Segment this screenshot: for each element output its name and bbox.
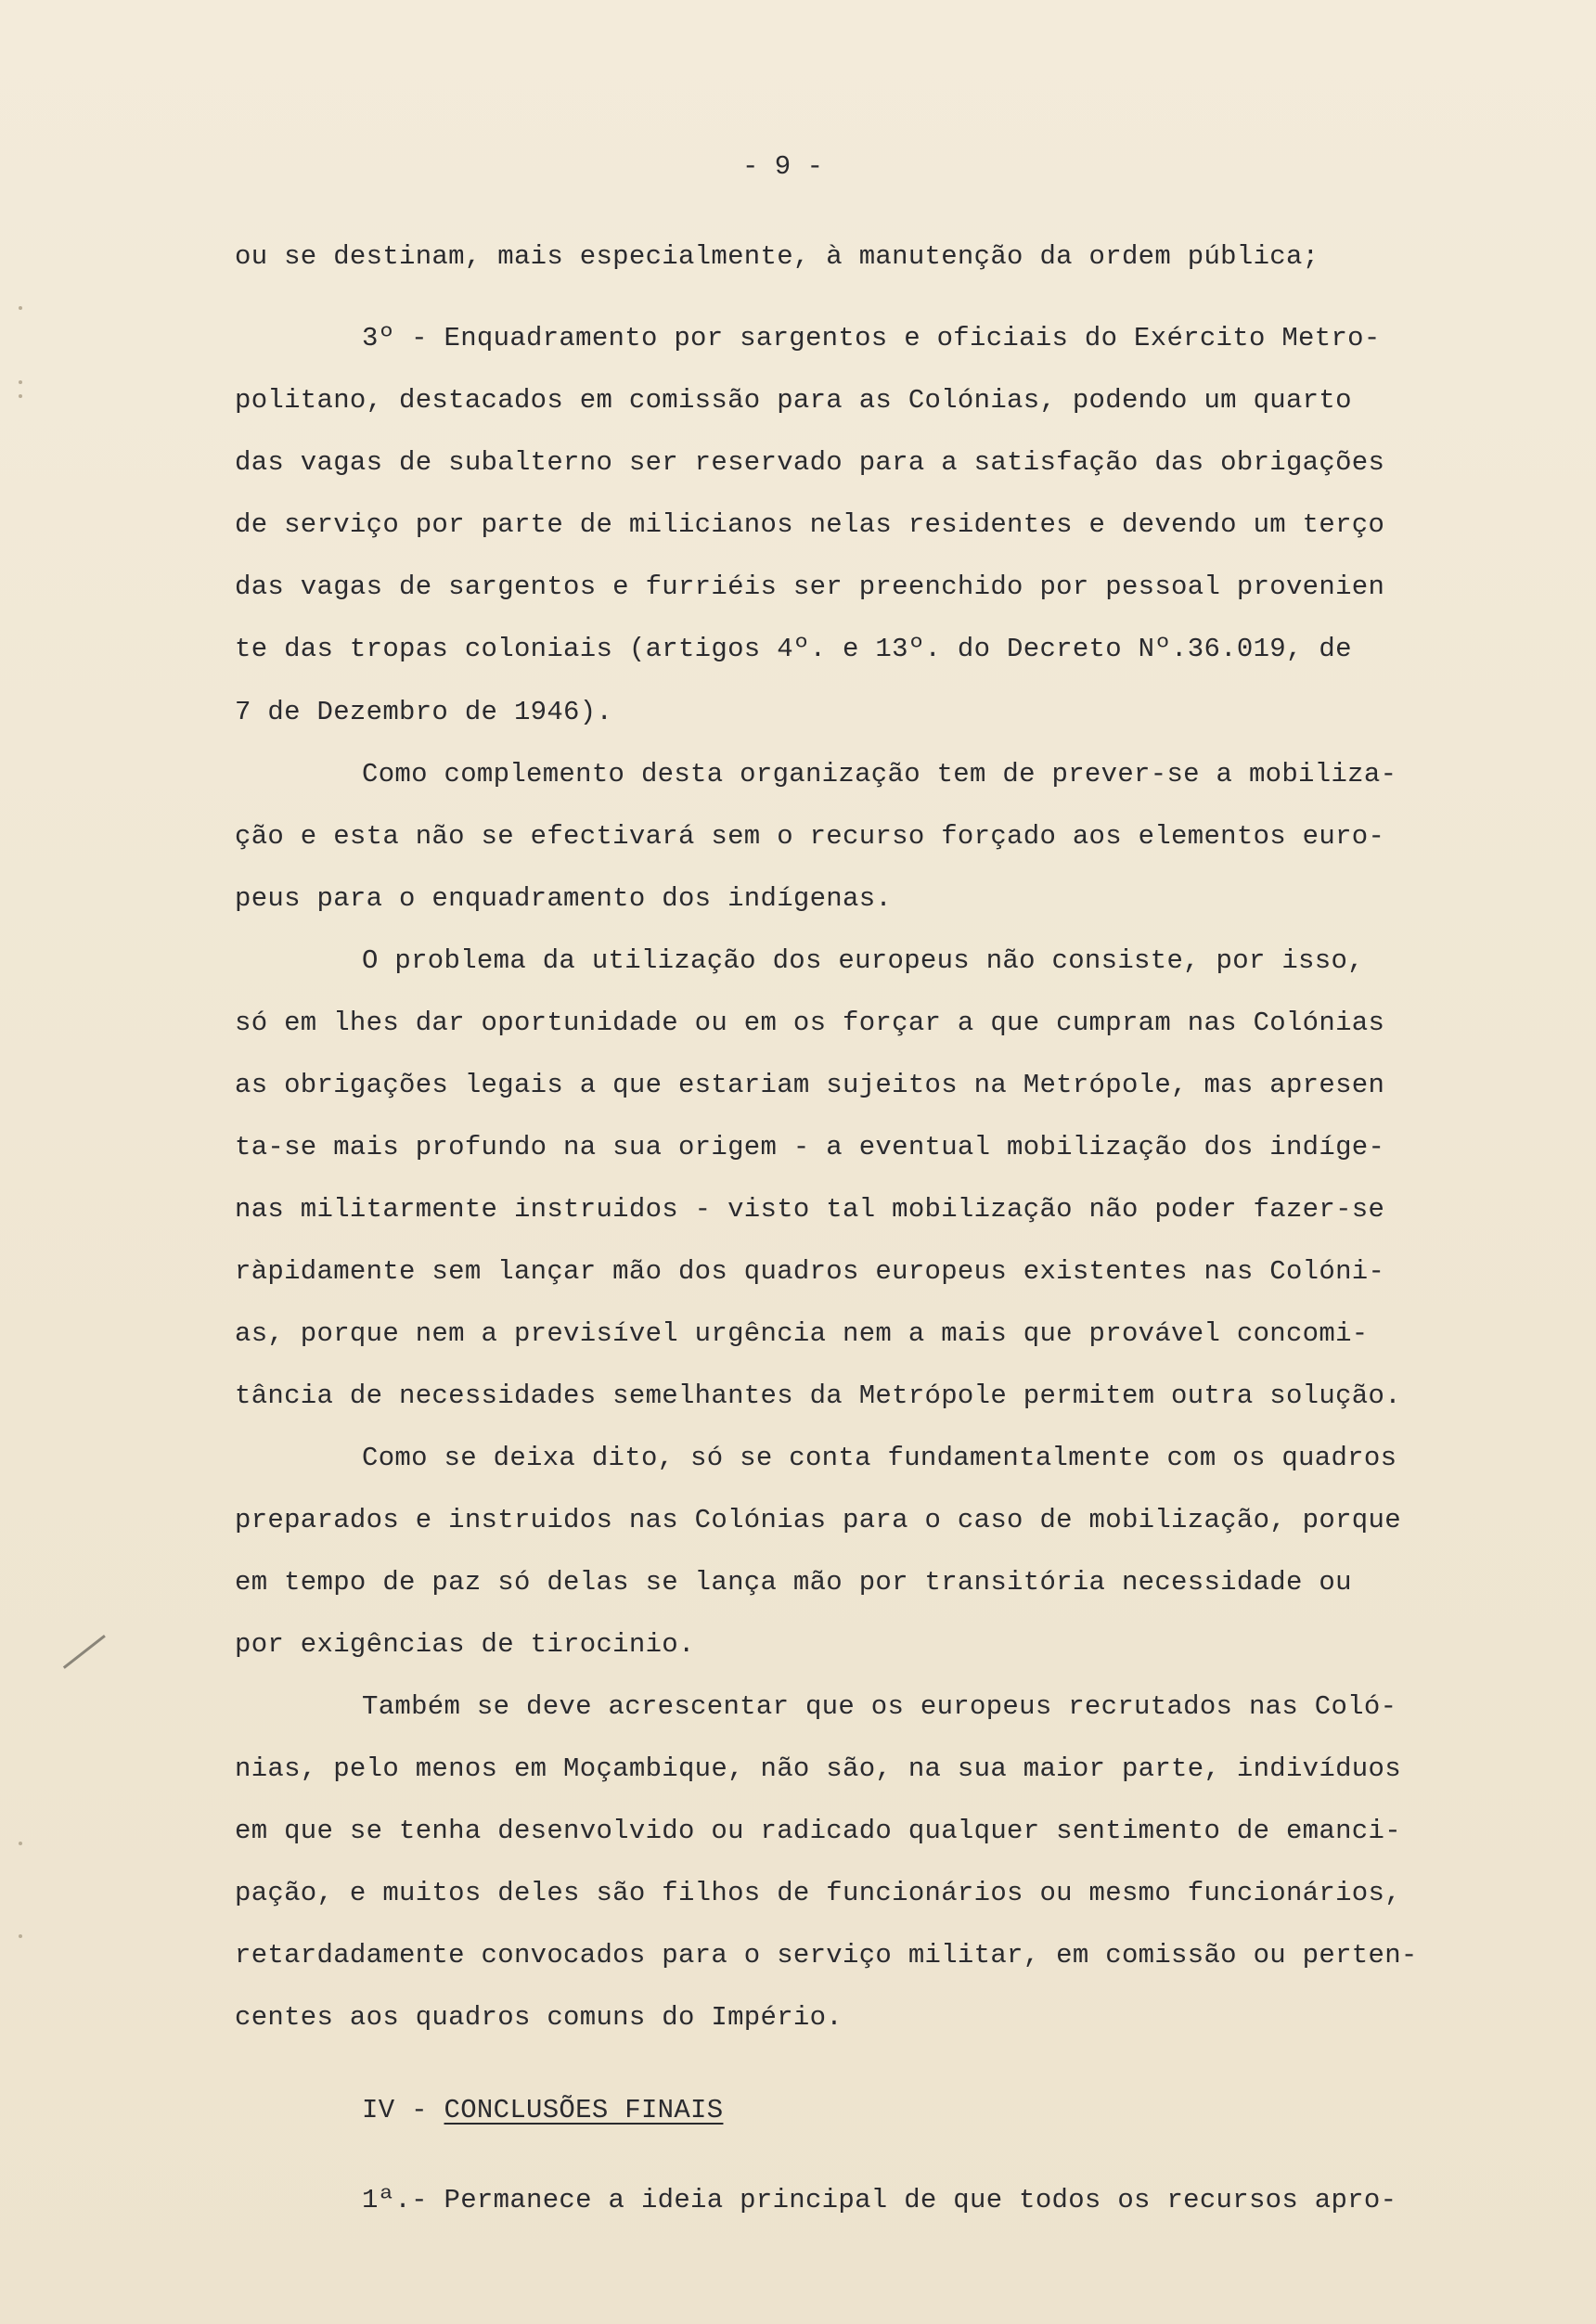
- section-title: CONCLUSÕES FINAIS: [444, 2095, 724, 2125]
- text-line: te das tropas coloniais (artigos 4º. e 13º. do Decreto Nº.36.019, de: [235, 634, 1352, 664]
- text-line: em que se tenha desenvolvido ou radicado qualquer sentimento de emanci-: [235, 1816, 1401, 1846]
- text-line: ràpidamente sem lançar mão dos quadros europeus existentes nas Colóni-: [235, 1256, 1385, 1287]
- text-line: por exigências de tirocinio.: [235, 1629, 695, 1660]
- text-line: em tempo de paz só delas se lança mão por transitória necessidade ou: [235, 1567, 1352, 1598]
- text-line: nas militarmente instruidos - visto tal mobilização não poder fazer-se: [235, 1194, 1385, 1225]
- text-line: 7 de Dezembro de 1946).: [235, 697, 613, 727]
- text-line: pação, e muitos deles são filhos de funcionários ou mesmo funcionários,: [235, 1878, 1401, 1908]
- text-line: centes aos quadros comuns do Império.: [235, 2002, 843, 2033]
- text-line: retardadamente convocados para o serviço militar, em comissão ou perten-: [235, 1940, 1418, 1971]
- binding-hole-mark: [19, 394, 22, 398]
- text-line: 1ª.- Permanece a ideia principal de que todos os recursos apro-: [362, 2185, 1397, 2215]
- binding-hole-mark: [19, 306, 22, 310]
- text-line: Como se deixa dito, só se conta fundamentalmente com os quadros: [362, 1443, 1397, 1473]
- binding-hole-mark: [19, 380, 22, 384]
- text-line: Como complemento desta organização tem de prever-se a mobiliza-: [362, 759, 1397, 790]
- page-number: - 9 -: [742, 151, 824, 182]
- text-line: só em lhes dar oportunidade ou em os forçar a que cumpram nas Colónias: [235, 1008, 1385, 1038]
- section-number: IV -: [362, 2095, 428, 2125]
- text-line: as, porque nem a previsível urgência nem a mais que provável concomi-: [235, 1318, 1369, 1349]
- text-line: de serviço por parte de milicianos nelas residentes e devendo um terço: [235, 509, 1385, 540]
- text-line: politano, destacados em comissão para as Colónias, podendo um quarto: [235, 385, 1352, 416]
- text-line: Também se deve acrescentar que os europeus recrutados nas Coló-: [362, 1691, 1397, 1722]
- binding-hole-mark: [19, 1842, 22, 1845]
- text-line: ta-se mais profundo na sua origem - a eventual mobilização dos indíge-: [235, 1132, 1385, 1162]
- text-line: nias, pelo menos em Moçambique, não são, na sua maior parte, indivíduos: [235, 1753, 1401, 1784]
- text-line: 3º - Enquadramento por sargentos e oficiais do Exército Metro-: [362, 323, 1381, 353]
- binding-hole-mark: [19, 1934, 22, 1938]
- text-line: das vagas de sargentos e furriéis ser preenchido por pessoal provenien: [235, 571, 1385, 602]
- text-line: das vagas de subalterno ser reservado para a satisfação das obrigações: [235, 447, 1385, 478]
- pencil-stroke-mark: [63, 1635, 106, 1669]
- text-line: preparados e instruidos nas Colónias para o caso de mobilização, porque: [235, 1505, 1401, 1535]
- text-line: ção e esta não se efectivará sem o recurso forçado aos elementos euro-: [235, 821, 1385, 852]
- text-line: peus para o enquadramento dos indígenas.: [235, 883, 893, 914]
- text-line: ou se destinam, mais especialmente, à manutenção da ordem pública;: [235, 241, 1319, 272]
- text-line: tância de necessidades semelhantes da Metrópole permitem outra solução.: [235, 1380, 1401, 1411]
- section-heading: [362, 2092, 723, 2129]
- text-line: as obrigações legais a que estariam sujeitos na Metrópole, mas apresen: [235, 1070, 1385, 1100]
- text-line: O problema da utilização dos europeus não consiste, por isso,: [362, 945, 1364, 976]
